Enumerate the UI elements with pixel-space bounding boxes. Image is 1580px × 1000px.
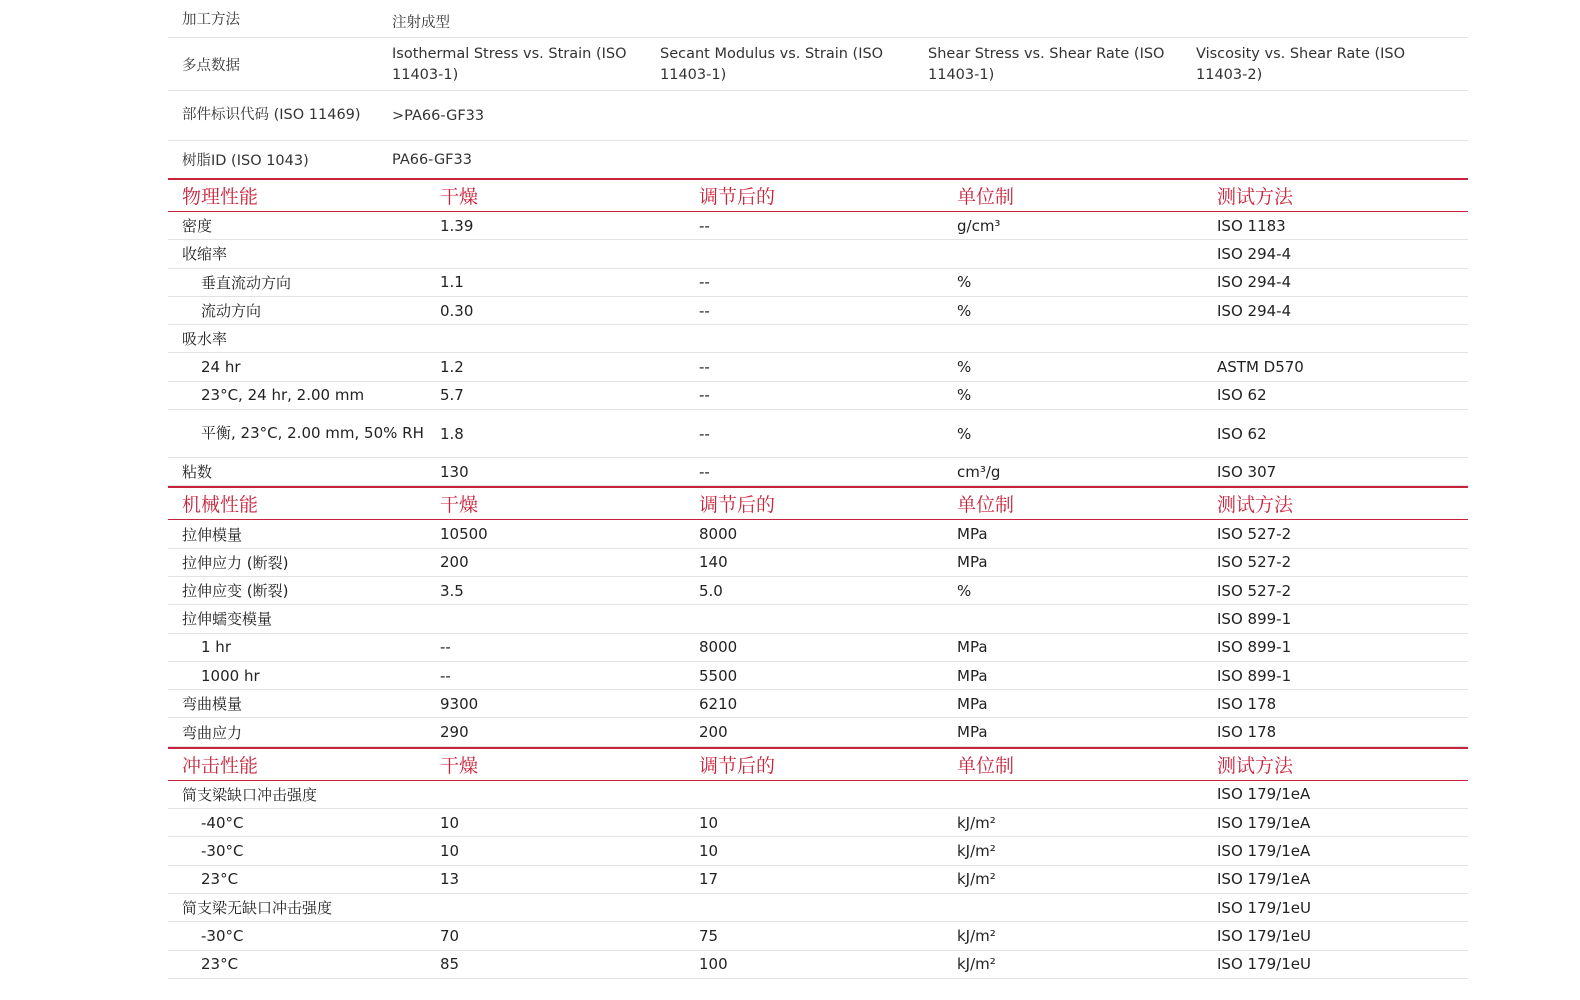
multipoint-link[interactable]: Shear Stress vs. Shear Rate (ISO 11403-1) <box>928 46 1165 83</box>
section-header <box>168 747 1468 781</box>
table-row <box>168 577 1468 605</box>
cell-unit: g/cm³ <box>957 216 1001 235</box>
cell-name: 24 hr <box>201 358 241 377</box>
cell-method <box>1217 325 1468 352</box>
cell-cond: 10 <box>699 813 719 832</box>
cell-cond <box>699 240 957 267</box>
cell-method: ISO 62 <box>1217 386 1267 405</box>
cell-dry: 290 <box>440 723 469 742</box>
cell-unit: MPa <box>957 553 988 572</box>
cell-unit: % <box>957 301 972 320</box>
cell-name: 拉伸蠕变模量 <box>182 610 273 629</box>
cell-method: ISO 178 <box>1217 694 1277 713</box>
cell-name: 密度 <box>182 217 213 236</box>
cell-dry: 0.30 <box>440 301 474 320</box>
info-label: 加工方法 <box>182 12 240 28</box>
cell-dry: 10 <box>440 841 460 860</box>
info-part-id-row <box>168 91 1468 141</box>
cell-cond: 8000 <box>699 525 738 544</box>
cell-dry: 10500 <box>440 525 488 544</box>
cell-method: ISO 179/1eU <box>1217 898 1311 917</box>
cell-unit: % <box>957 273 972 292</box>
cell-dry: 3.5 <box>440 581 464 600</box>
section-header <box>168 178 1468 212</box>
section-header-title: 冲击性能 <box>182 754 259 777</box>
cell-cond: 8000 <box>699 638 738 657</box>
cell-unit: MPa <box>957 525 988 544</box>
cell-dry: 70 <box>440 926 460 945</box>
section-header-cond: 调节后的 <box>699 186 776 208</box>
cell-method: ASTM D570 <box>1217 358 1304 377</box>
cell-name: 23°C, 24 hr, 2.00 mm <box>201 386 365 405</box>
cell-cond: -- <box>699 216 710 235</box>
cell-method: ISO 527-2 <box>1217 553 1292 572</box>
cell-dry <box>440 781 699 808</box>
cell-cond: -- <box>699 273 710 292</box>
section-header-method: 测试方法 <box>1217 494 1294 517</box>
cell-cond: 75 <box>699 926 719 945</box>
info-value: >PA66-GF33 <box>392 107 485 124</box>
cell-dry: 13 <box>440 870 460 889</box>
cell-method: ISO 899-1 <box>1217 609 1292 628</box>
info-label: 树脂ID (ISO 1043) <box>182 153 309 169</box>
table-row <box>168 605 1468 633</box>
cell-name: -30°C <box>201 841 244 860</box>
cell-unit: kJ/m² <box>957 926 996 945</box>
property-sections <box>168 178 1468 979</box>
cell-cond: 100 <box>699 955 728 974</box>
datasheet <box>168 0 1468 979</box>
section-header <box>168 486 1468 520</box>
cell-dry <box>440 240 699 267</box>
section-header-unit: 单位制 <box>957 186 1015 208</box>
cell-unit <box>957 240 1217 267</box>
section-header-cond: 调节后的 <box>699 754 776 777</box>
table-row <box>168 634 1468 662</box>
cell-name: 流动方向 <box>201 302 262 321</box>
cell-method: ISO 178 <box>1217 723 1277 742</box>
cell-dry: 1.1 <box>440 273 464 292</box>
cell-method: ISO 899-1 <box>1217 638 1292 657</box>
cell-unit: kJ/m² <box>957 955 996 974</box>
cell-unit <box>957 605 1217 632</box>
multipoint-link[interactable]: Isothermal Stress vs. Strain (ISO 11403-1) <box>392 46 627 83</box>
cell-cond: -- <box>699 358 710 377</box>
cell-unit: cm³/g <box>957 462 1001 481</box>
cell-method: ISO 527-2 <box>1217 581 1292 600</box>
cell-name: 简支梁缺口冲击强度 <box>182 785 318 804</box>
section-header-dry: 干燥 <box>440 186 479 208</box>
cell-name: 平衡, 23°C, 2.00 mm, 50% RH <box>201 424 424 443</box>
cell-unit <box>957 325 1217 352</box>
section-header-unit: 单位制 <box>957 494 1015 517</box>
table-row <box>168 837 1468 865</box>
cell-method: ISO 179/1eU <box>1217 926 1311 945</box>
cell-cond <box>699 781 957 808</box>
cell-name: -40°C <box>201 813 244 832</box>
cell-dry: 5.7 <box>440 386 464 405</box>
cell-cond: -- <box>699 462 710 481</box>
cell-unit <box>957 781 1217 808</box>
info-resin-id-row <box>168 141 1468 178</box>
table-row <box>168 353 1468 381</box>
cell-name: 23°C <box>201 955 239 974</box>
table-row <box>168 809 1468 837</box>
table-row <box>168 382 1468 410</box>
cell-method: ISO 179/1eA <box>1217 813 1311 832</box>
cell-dry: 10 <box>440 813 460 832</box>
cell-dry: 85 <box>440 955 460 974</box>
cell-name: 拉伸应力 (断裂) <box>182 553 289 572</box>
cell-unit: % <box>957 386 972 405</box>
cell-name: 23°C <box>201 870 239 889</box>
cell-unit: % <box>957 424 972 443</box>
cell-name: 吸水率 <box>182 330 228 349</box>
section-header-title: 机械性能 <box>182 494 259 517</box>
table-row <box>168 520 1468 548</box>
cell-name: 1000 hr <box>201 666 260 685</box>
cell-name: 收缩率 <box>182 245 228 264</box>
cell-method: ISO 179/1eA <box>1217 841 1311 860</box>
cell-cond: 140 <box>699 553 728 572</box>
cell-cond <box>699 894 957 921</box>
multipoint-link[interactable]: Secant Modulus vs. Strain (ISO 11403-1) <box>660 46 884 83</box>
table-row <box>168 269 1468 297</box>
cell-cond: -- <box>699 386 710 405</box>
cell-dry: -- <box>440 666 451 685</box>
cell-name: 粘数 <box>182 463 213 482</box>
table-row <box>168 894 1468 922</box>
table-row <box>168 662 1468 690</box>
section-header-method: 测试方法 <box>1217 186 1294 208</box>
cell-method: ISO 307 <box>1217 462 1277 481</box>
section-header-cond: 调节后的 <box>699 494 776 517</box>
info-value: PA66-GF33 <box>392 151 472 168</box>
section-header-dry: 干燥 <box>440 754 479 777</box>
cell-name: -30°C <box>201 926 244 945</box>
section-header-title: 物理性能 <box>182 186 259 208</box>
cell-unit: MPa <box>957 666 988 685</box>
cell-method: ISO 62 <box>1217 424 1267 443</box>
cell-name: 垂直流动方向 <box>201 273 292 292</box>
cell-name: 拉伸应变 (断裂) <box>182 582 289 601</box>
cell-method: ISO 179/1eA <box>1217 870 1311 889</box>
cell-cond: -- <box>699 301 710 320</box>
cell-unit: kJ/m² <box>957 870 996 889</box>
table-row <box>168 690 1468 718</box>
cell-dry: 130 <box>440 462 469 481</box>
cell-dry: -- <box>440 638 451 657</box>
info-label: 多点数据 <box>182 57 240 74</box>
cell-dry <box>440 894 699 921</box>
cell-unit: MPa <box>957 694 988 713</box>
cell-unit <box>957 894 1217 921</box>
cell-cond: 6210 <box>699 694 738 713</box>
table-row <box>168 458 1468 486</box>
cell-cond <box>699 325 957 352</box>
info-processing-row <box>168 0 1468 38</box>
cell-method: ISO 179/1eA <box>1217 785 1311 804</box>
table-row <box>168 410 1468 458</box>
multipoint-link[interactable]: Viscosity vs. Shear Rate (ISO 11403-2) <box>1196 46 1406 83</box>
cell-unit: kJ/m² <box>957 813 996 832</box>
cell-dry: 9300 <box>440 694 479 713</box>
table-row <box>168 240 1468 268</box>
cell-dry <box>440 605 699 632</box>
cell-cond: 17 <box>699 870 719 889</box>
cell-dry: 200 <box>440 553 469 572</box>
info-label: 部件标识代码 (ISO 11469) <box>182 107 361 123</box>
table-row <box>168 549 1468 577</box>
cell-cond: 5500 <box>699 666 738 685</box>
table-row <box>168 781 1468 809</box>
section-header-dry: 干燥 <box>440 494 479 517</box>
cell-cond: -- <box>699 424 710 443</box>
cell-method: ISO 294-4 <box>1217 301 1292 320</box>
table-row <box>168 297 1468 325</box>
cell-dry: 1.8 <box>440 424 464 443</box>
table-row <box>168 325 1468 353</box>
cell-method: ISO 527-2 <box>1217 525 1292 544</box>
cell-method: ISO 294-4 <box>1217 244 1292 263</box>
cell-unit: % <box>957 581 972 600</box>
cell-unit: MPa <box>957 723 988 742</box>
cell-method: ISO 899-1 <box>1217 666 1292 685</box>
table-row <box>168 212 1468 240</box>
cell-name: 1 hr <box>201 638 231 657</box>
info-multipoint-row <box>168 38 1468 91</box>
table-row <box>168 718 1468 746</box>
cell-name: 拉伸模量 <box>182 525 243 544</box>
cell-cond: 10 <box>699 841 719 860</box>
cell-dry: 1.39 <box>440 216 474 235</box>
cell-dry: 1.2 <box>440 358 464 377</box>
multipoint-values <box>392 38 1468 90</box>
cell-unit: kJ/m² <box>957 841 996 860</box>
cell-method: ISO 1183 <box>1217 216 1286 235</box>
cell-name: 简支梁无缺口冲击强度 <box>182 899 333 918</box>
section-header-unit: 单位制 <box>957 754 1015 777</box>
cell-cond: 5.0 <box>699 581 723 600</box>
cell-cond <box>699 605 957 632</box>
cell-dry <box>440 325 699 352</box>
table-row <box>168 922 1468 950</box>
cell-name: 弯曲模量 <box>182 695 243 714</box>
cell-cond: 200 <box>699 723 728 742</box>
table-row <box>168 866 1468 894</box>
section-header-method: 测试方法 <box>1217 754 1294 777</box>
cell-method: ISO 294-4 <box>1217 273 1292 292</box>
table-row <box>168 951 1468 979</box>
cell-unit: MPa <box>957 638 988 657</box>
cell-name: 弯曲应力 <box>182 723 243 742</box>
info-value: 注射成型 <box>392 15 450 31</box>
cell-method: ISO 179/1eU <box>1217 955 1311 974</box>
cell-unit: % <box>957 358 972 377</box>
